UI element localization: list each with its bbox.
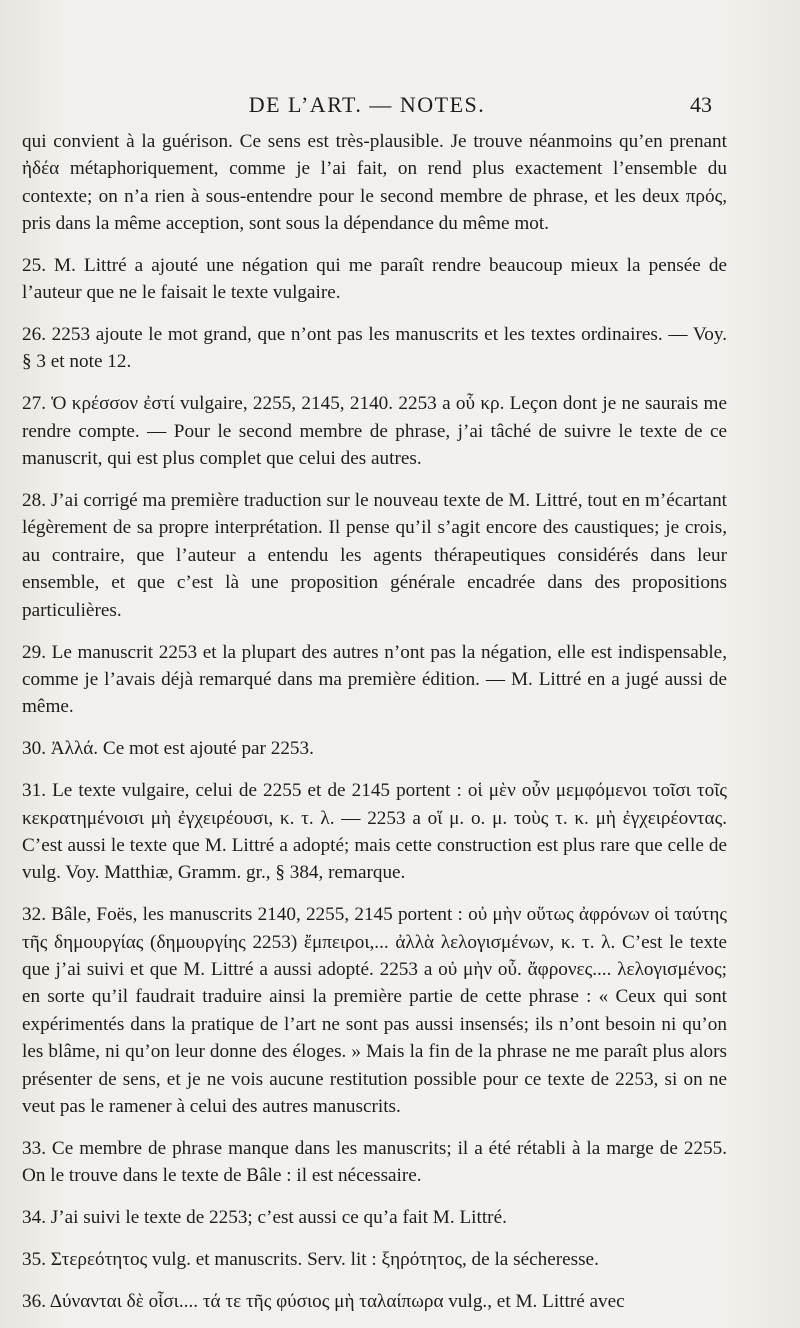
note-27: 27. Ὁ κρέσσον ἐστί vulgaire, 2255, 2145, 2140. 2253 a οὗ κρ. Leçon dont je ne saurais me rendre compte. — Pour le second membre de phrase, j’ai tâché de suivre le texte de ce manuscrit, qui est plus complet que celui des autres. <box>22 393 727 470</box>
note-25: 25. M. Littré a ajouté une négation qui me paraît rendre beaucoup mieux la pensée de l’auteur que ne le faisait le texte vulgaire. <box>22 254 727 304</box>
note-29: 29. Le manuscrit 2253 et la plupart des autres n’ont pas la négation, elle est indispensable, comme je l’avais déjà remarqué dans ma première édition. — M. Littré en a jugé aussi de même. <box>22 641 727 718</box>
running-header <box>22 92 712 120</box>
note-28: 28. J’ai corrigé ma première traduction sur le nouveau texte de M. Littré, tout en m’écartant légèrement de sa propre interprétation. Il pense qu’il s’agit encore des caustiques; je crois, au contraire, que l’auteur a entendu les agents thérapeutiques considérés dans leur ensemble, et que c’est là une proposition générale encadrée dans des propositions particulières. <box>22 489 727 621</box>
note-26: 26. 2253 ajoute le mot grand, que n’ont pas les manuscrits et les textes ordinaires. — Voy. § 3 et note 12. <box>22 323 727 373</box>
note-36: 36. Δύνανται δὲ οἷσι.... τά τε τῆς φύσιος μὴ ταλαίπωρα vulg., et M. Littré avec <box>22 1291 625 1313</box>
note-35: 35. Στερεότητος vulg. et manuscrits. Serv. lit : ξηρότητος, de la sécheresse. <box>22 1249 599 1271</box>
running-title: DE L’ART. — NOTES. <box>248 92 486 117</box>
note-33: 33. Ce membre de phrase manque dans les manuscrits; il a été rétabli à la marge de 2255. On le trouve dans le texte de Bâle : il est nécessaire. <box>22 1138 727 1187</box>
note-30: 30. Ἀλλά. Ce mot est ajouté par 2253. <box>22 738 314 760</box>
page-number: 43 <box>690 92 712 117</box>
note-continuation: qui convient à la guérison. Ce sens est très-plausible. Je trouve néanmoins qu’en prenant ἠδέα métaphoriquement, comme je l’ai fait, on rend plus exactement l’ensemble du contexte; on n’a rien à sous-entendre pour le second membre de phrase, et les deux πρός, pris dans la même acception, sont sous la dépendance du même mot. <box>22 131 727 235</box>
note-31: 31. Le texte vulgaire, celui de 2255 et de 2145 portent : οἱ μὲν οὖν μεμφόμενοι τοῖσι τοῖς κεκρατημένοισι μὴ ἐγχειρέουσι, κ. τ. λ. — 2253 a οἵ μ. ο. μ. τοὺς τ. κ. μὴ ἐγχειρέοντας. C’est aussi le texte que M. Littré a adopté; mais cette construction est plus rare que celle de vulg. Voy. Matthiæ, Gramm. gr., § 384, remarque. <box>22 780 727 884</box>
note-34: 34. J’ai suivi le texte de 2253; c’est aussi ce qu’a fait M. Littré. <box>22 1207 507 1229</box>
notes-body <box>22 128 727 1328</box>
note-32: 32. Bâle, Foës, les manuscrits 2140, 2255, 2145 portent : οὐ μὴν οὕτως ἀφρόνων οἱ ταύτης τῆς δημουργίας (δημουργίης 2253) ἔμπειροι,... ἀλλὰ λελογισμένων, κ. τ. λ. C’est le texte que j’ai suivi et que M. Littré a aussi adopté. 2253 a οὐ μὴν οὖ. ἄφρονες.... λελογισμένος; en sorte qu’il faudrait traduire ainsi la première partie de cette phrase : « Ceux qui sont expérimentés dans la pratique de l’art ne sont pas aussi insensés; ils n’ont besoin ni qu’on les blâme, ni qu’on leur donne des éloges. » Mais la fin de la phrase ne me paraît plus alors présenter de sens, et je ne vois aucune restitution possible pour ce texte de 2253, si on ne veut pas le ramener à celui des autres manuscrits. <box>22 904 727 1118</box>
